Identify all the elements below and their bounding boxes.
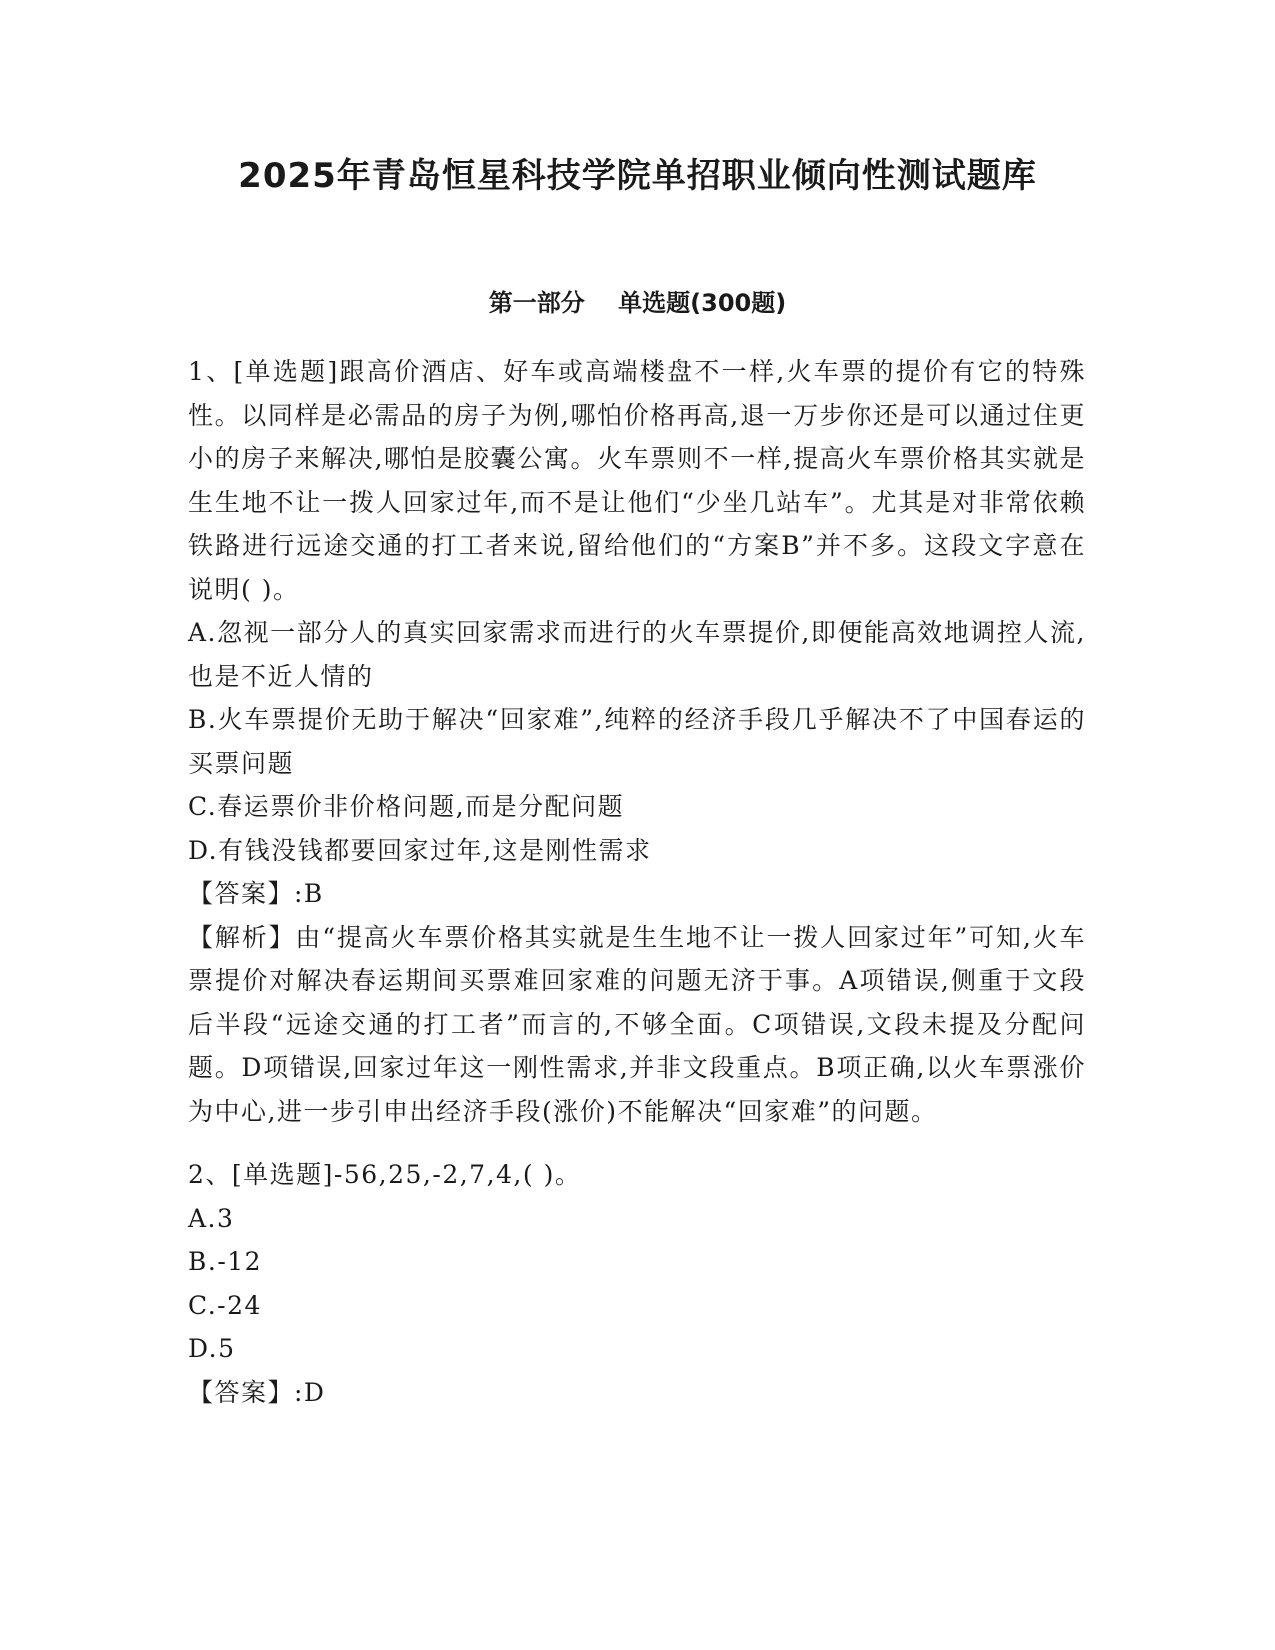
- analysis-text: 【解析】由“提高火车票价格其实就是生生地不让一拨人回家过年”可知,火车票提价对解决春运期间买票难回家难的问题无济于事。A项错误,侧重于文段后半段“远途交通的打工者”而言的,不够全面。C项错误,文段未提及分配问题。D项错误,回家过年这一刚性需求,并非文段重点。B项正确,以火车票涨价为中心,进一步引申出经济手段(涨价)不能解决“回家难”的问题。: [188, 922, 1086, 1126]
- section-title: 第一部分 单选题(300题): [488, 289, 787, 317]
- option-d: D.5: [188, 1334, 236, 1363]
- question-1: [188, 350, 1086, 1133]
- option-a: A.忽视一部分人的真实回家需求而进行的火车票提价,即便能高效地调控人流,也是不近人情的: [188, 618, 1086, 691]
- question-2: [188, 1153, 1086, 1414]
- answer-line: 【答案】:D: [188, 1377, 326, 1407]
- question-stem: 2、[单选题]-56,25,-2,7,4,( )。: [188, 1160, 582, 1189]
- question-gap: [188, 1133, 1086, 1153]
- option-b: B.火车票提价无助于解决“回家难”,纯粹的经济手段几乎解决不了中国春运的买票问题: [188, 705, 1086, 778]
- option-c: C.-24: [188, 1290, 262, 1320]
- option-a: A.3: [188, 1203, 235, 1233]
- option-c: C.春运票价非价格问题,而是分配问题: [188, 792, 625, 821]
- option-d: D.有钱没钱都要回家过年,这是刚性需求: [188, 835, 652, 865]
- question-list: [188, 350, 1086, 1414]
- answer-line: 【答案】:B: [188, 879, 324, 908]
- question-stem: 1、[单选题]跟高价酒店、好车或高端楼盘不一样,火车票的提价有它的特殊性。以同样是必需品的房子为例,哪怕价格再高,退一万步你还是可以通过住更小的房子来解决,哪怕是胶囊公寓。火车票则不一样,提高火车票价格其实就是生生地不让一拨人回家过年,而不是让他们“少坐几站车”。尤其是对非常依赖铁路进行远途交通的打工者来说,留给他们的“方案B”并不多。这段文字意在说明( )。: [188, 357, 1086, 604]
- document-title: 2025年青岛恒星科技学院单招职业倾向性测试题库: [238, 156, 1037, 196]
- option-b: B.-12: [188, 1247, 263, 1276]
